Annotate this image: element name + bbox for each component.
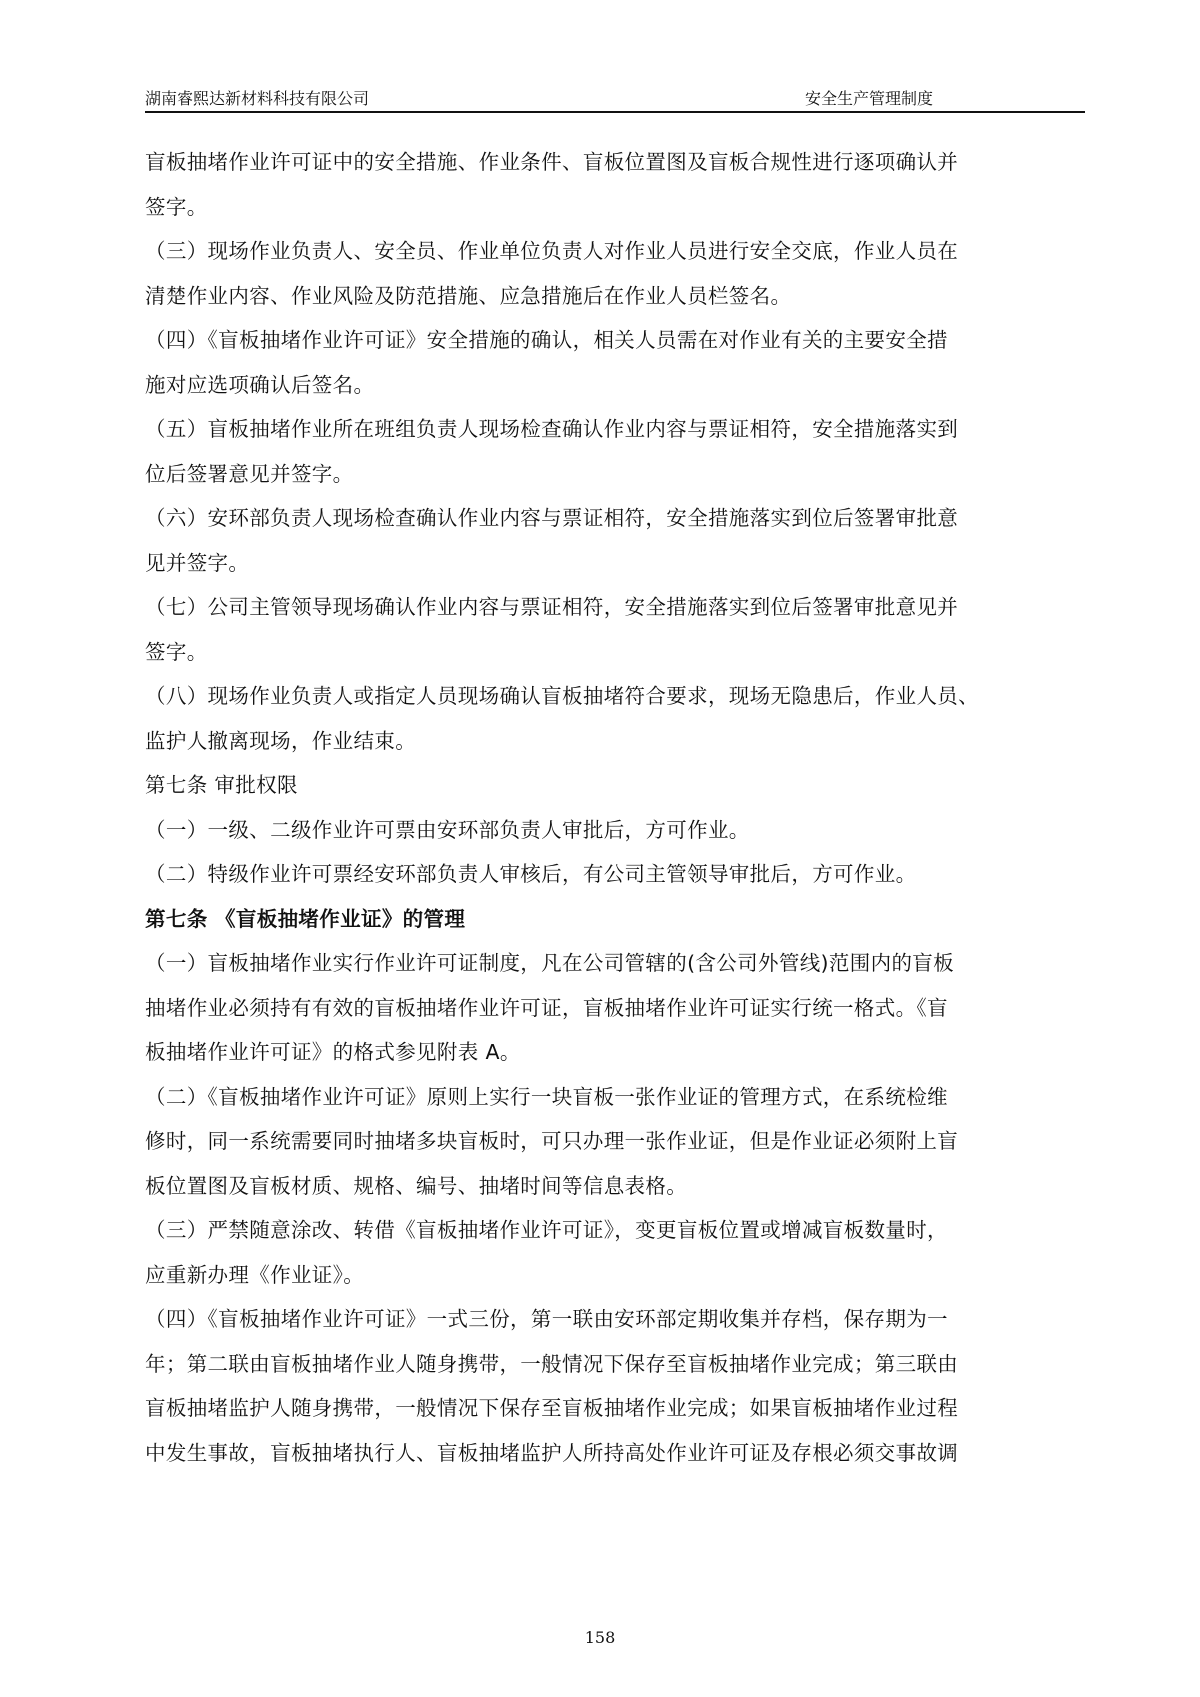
text-line: （四）《盲板抽堵作业许可证》安全措施的确认，相关人员需在对作业有关的主要安全措 <box>145 328 948 352</box>
text-line: （二）特级作业许可票经安环部负责人审核后，有公司主管领导审批后，方可作业。 <box>145 862 917 886</box>
text-line: 盲板抽堵监护人随身携带，一般情况下保存至盲板抽堵作业完成；如果盲板抽堵作业过程 <box>145 1396 959 1420</box>
text-line: （五）盲板抽堵作业所在班组负责人现场检查确认作业内容与票证相符，安全措施落实到 <box>145 417 959 441</box>
text-line: （三）现场作业负责人、安全员、作业单位负责人对作业人员进行安全交底，作业人员在 <box>145 239 959 263</box>
text-line: 施对应选项确认后签名。 <box>145 372 375 397</box>
text-line: 应重新办理《作业证》。 <box>145 1262 365 1287</box>
page-header <box>145 82 1085 110</box>
text-line: 板位置图及盲板材质、规格、编号、抽堵时间等信息表格。 <box>145 1173 688 1198</box>
text-line: 修时，同一系统需要同时抽堵多块盲板时，可只办理一张作业证，但是作业证必须附上盲 <box>145 1129 959 1153</box>
text-line: （八）现场作业负责人或指定人员现场确认盲板抽堵符合要求，现场无隐患后，作业人员、 <box>145 684 979 708</box>
page-number: 158 <box>584 1628 616 1647</box>
text-line: 中发生事故，盲板抽堵执行人、盲板抽堵监护人所持高处作业许可证及存根必须交事故调 <box>145 1440 959 1465</box>
header-document-title: 安全生产管理制度 <box>805 89 934 108</box>
text-line: 年；第二联由盲板抽堵作业人随身携带，一般情况下保存至盲板抽堵作业完成；第三联由 <box>145 1351 959 1376</box>
text-line: 板抽堵作业许可证》的格式参见附表 A。 <box>145 1040 521 1064</box>
text-line: 清楚作业内容、作业风险及防范措施、应急措施后在作业人员栏签名。 <box>145 283 792 308</box>
text-line: 抽堵作业必须持有有效的盲板抽堵作业许可证，盲板抽堵作业许可证实行统一格式。《盲 <box>145 995 948 1020</box>
text-line: （六）安环部负责人现场检查确认作业内容与票证相符，安全措施落实到位后签署审批意 <box>145 506 959 530</box>
text-line: （七）公司主管领导现场确认作业内容与票证相符，安全措施落实到位后签署审批意见并 <box>145 595 959 619</box>
text-line: （一）盲板抽堵作业实行作业许可证制度，凡在公司管辖的(含公司外管线)范围内的盲板 <box>145 951 954 975</box>
header-company-name: 湖南睿熙达新材料科技有限公司 <box>145 89 370 108</box>
section-heading-approval-authority: 第七条 审批权限 <box>145 773 298 797</box>
text-line: （二）《盲板抽堵作业许可证》原则上实行一块盲板一张作业证的管理方式，在系统检维 <box>145 1084 948 1109</box>
text-line: 监护人撤离现场，作业结束。 <box>145 728 417 753</box>
text-line: （三）严禁随意涂改、转借《盲板抽堵作业许可证》，变更盲板位置或增减盲板数量时， <box>145 1218 948 1242</box>
section-heading-permit-management: 第七条 《盲板抽堵作业证》的管理 <box>145 906 466 931</box>
header-divider <box>145 111 1085 113</box>
text-line: 签字。 <box>145 194 208 219</box>
text-line: 盲板抽堵作业许可证中的安全措施、作业条件、盲板位置图及盲板合规性进行逐项确认并 <box>145 150 959 174</box>
document-body <box>145 140 1090 1475</box>
text-line: （四）《盲板抽堵作业许可证》一式三份，第一联由安环部定期收集并存档，保存期为一 <box>145 1307 948 1331</box>
text-line: （一）一级、二级作业许可票由安环部负责人审批后，方可作业。 <box>145 817 750 842</box>
text-line: 位后签署意见并签字。 <box>145 461 354 486</box>
text-line: 见并签字。 <box>145 550 250 575</box>
text-line: 签字。 <box>145 639 208 664</box>
